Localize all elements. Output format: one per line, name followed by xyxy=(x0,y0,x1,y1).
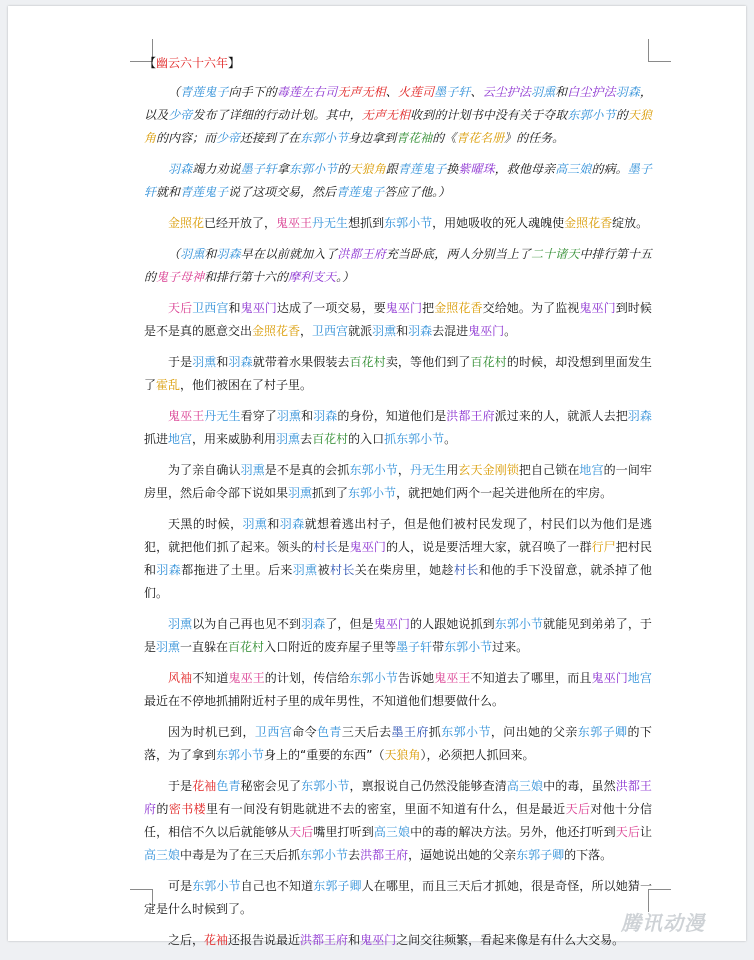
highlighted-term: 羽熏 xyxy=(288,486,313,500)
highlighted-term: 墨子轩 xyxy=(144,162,652,199)
body-paragraph xyxy=(144,775,652,867)
highlighted-term: 墨王府 xyxy=(391,725,429,739)
body-paragraph xyxy=(144,351,652,397)
text-run: 命令 xyxy=(292,725,318,739)
highlighted-term: 鬼巫门 xyxy=(349,540,386,554)
highlighted-term: 鬼巫门 xyxy=(385,301,423,315)
text-run: 已经开放了， xyxy=(204,216,277,230)
text-run: 到时候是不是真的愿意交出 xyxy=(144,301,652,338)
highlighted-term: 金照花 xyxy=(168,216,205,230)
highlighted-term: 无声无相 xyxy=(337,85,386,99)
highlighted-term: 天后 xyxy=(168,301,193,315)
text-run: 和他的手下没留意，就杀掉了他们。 xyxy=(144,563,652,600)
watermark-logo: 腾讯动漫 xyxy=(621,911,705,935)
highlighted-term: 羽森 xyxy=(228,355,253,369)
highlighted-term: 墨子轩 xyxy=(434,85,471,99)
highlighted-term: 色青 xyxy=(317,725,342,739)
highlighted-term: 村长 xyxy=(313,540,338,554)
body-paragraph xyxy=(144,297,652,343)
text-run: 三天后去 xyxy=(341,725,392,739)
highlighted-term: 鬼巫门 xyxy=(468,324,505,338)
highlighted-term: 白尘护法 xyxy=(567,85,616,99)
body-paragraph xyxy=(144,875,652,921)
text-run: 身上的“重要的东西”（ xyxy=(264,748,385,762)
highlighted-term: 百花村 xyxy=(470,355,507,369)
highlighted-term: 紫曜珠 xyxy=(458,162,495,176)
highlighted-term: 东郭小节 xyxy=(192,879,241,893)
text-run: 和 xyxy=(348,933,361,947)
highlighted-term: 花袖 xyxy=(204,933,229,947)
highlighted-term: 羽森 xyxy=(313,409,338,423)
highlighted-term: 无声无相 xyxy=(361,108,411,122)
highlighted-term: 色青 xyxy=(216,779,241,793)
text-run: 中排行第十五的 xyxy=(144,247,652,284)
text-run: 还接到了在 xyxy=(240,131,301,145)
highlighted-term: 高三娘 xyxy=(373,825,411,839)
text-run: 想抓到 xyxy=(348,216,385,230)
text-run: 用 xyxy=(446,463,459,477)
text-run: 和排行第十六的 xyxy=(204,270,289,284)
highlighted-term: 墨子轩 xyxy=(240,162,277,176)
highlighted-term: 二十诸天 xyxy=(531,247,580,261)
highlighted-term: 羽森 xyxy=(408,324,433,338)
chapter-title-text: 幽云六十六年 xyxy=(156,56,229,70)
highlighted-term: 羽森 xyxy=(627,409,652,423)
text-run: 把 xyxy=(422,301,435,315)
text-run: 最近在不停地抓捕附近村子里的成年男性，不知道他们想要做什么。 xyxy=(144,694,505,708)
text-run: 是 xyxy=(337,540,350,554)
highlighted-term: 羽森 xyxy=(279,517,305,531)
text-run: 发布了详细的行动计划。其中， xyxy=(192,108,362,122)
highlighted-term: 东郭子卿 xyxy=(516,848,565,862)
text-run: 跟 xyxy=(385,162,398,176)
text-run: 收到的计划书中没有关于夺取 xyxy=(410,108,568,122)
text-run: 绽放。 xyxy=(612,216,649,230)
text-run: （ xyxy=(168,247,181,261)
text-run: ，救他母亲 xyxy=(494,162,556,176)
highlighted-term: 百花村 xyxy=(312,432,349,446)
highlighted-term: 鬼巫王 xyxy=(228,671,265,685)
text-run: 去 xyxy=(348,848,361,862)
highlighted-term: 东郭小节 xyxy=(494,617,544,631)
text-run: 之间交往频繁，看起来像是有什么大交易。 xyxy=(396,933,625,947)
text-run: ），必须把人抓回来。 xyxy=(420,748,535,762)
text-run: 的入口 xyxy=(348,432,385,446)
text-run: 是不是真的会抓 xyxy=(264,463,350,477)
highlighted-term: 鬼巫门 xyxy=(240,301,277,315)
highlighted-term: 天后 xyxy=(565,802,591,816)
highlighted-term: 羽森 xyxy=(301,617,326,631)
highlighted-term: 羽熏 xyxy=(156,640,181,654)
text-run: 人在哪里，而且三天后才抓她，很是奇怪，所以她猜一定是什么时候到了。 xyxy=(144,879,652,916)
text-run: ，就把她们两个一起关进他所在的牢房。 xyxy=(396,486,613,500)
text-run: 答应了他。） xyxy=(384,185,451,199)
highlighted-term: 羽森 xyxy=(615,85,640,99)
text-run: 对他十分信任，相信不久以后就能够从 xyxy=(144,802,652,839)
highlighted-term: 羽森 xyxy=(216,247,241,261)
text-run: ，用来威胁利用 xyxy=(192,432,277,446)
highlighted-term: 羽熏 xyxy=(292,563,318,577)
text-run: 中毒是为了在三天后抓 xyxy=(180,848,301,862)
text-run: 就派 xyxy=(348,324,373,338)
document-page xyxy=(8,6,746,947)
text-run: ，逼她说出她的父亲 xyxy=(408,848,517,862)
highlighted-term: 鬼子母神 xyxy=(156,270,205,284)
highlighted-term: 羽熏 xyxy=(276,432,301,446)
text-run: 不知道 xyxy=(192,671,229,685)
text-run: 中的毒的解决方法。另外，他还打听到 xyxy=(410,825,616,839)
highlighted-term: 地宫 xyxy=(168,432,193,446)
highlighted-term: 花袖 xyxy=(192,779,217,793)
highlighted-term: 羽熏 xyxy=(276,409,302,423)
text-run: 竭力劝说 xyxy=(192,162,241,176)
text-run: 可是 xyxy=(168,879,193,893)
text-run: 交给她。为了监视 xyxy=(482,301,580,315)
highlighted-term: 东郭小节 xyxy=(300,131,349,145)
text-run: ，禀报说自己仍然没能够查清 xyxy=(349,779,507,793)
text-run: ，以及 xyxy=(144,85,652,122)
highlighted-term: 洪都王府 xyxy=(300,933,349,947)
text-run: 就带着水果假装去 xyxy=(252,355,350,369)
highlighted-term: 高三娘 xyxy=(144,848,181,862)
highlighted-term: 毒莲左右司 xyxy=(276,85,338,99)
text-run: 。 xyxy=(444,432,457,446)
highlighted-term: 天狼角 xyxy=(144,108,652,145)
highlighted-term: 百花村 xyxy=(349,355,386,369)
highlighted-term: 地宫 xyxy=(627,671,652,685)
highlighted-term: 东郭小节 xyxy=(349,463,398,477)
highlighted-term: 洪都王府 xyxy=(144,779,652,816)
highlighted-term: 东郭小节 xyxy=(384,216,433,230)
text-run: 就想着逃出村子，但是他们被村民发现了，村民们以为他们是逃犯，就把他们抓了起来。领头的 xyxy=(144,517,652,554)
text-run: 卖，等他们到了 xyxy=(385,355,471,369)
highlighted-term: 玄天金刚锁 xyxy=(458,463,519,477)
highlighted-term: 青莲鬼子 xyxy=(397,162,447,176)
highlighted-term: 羽熏 xyxy=(240,463,265,477)
text-run: 派过来的人，就派人去把 xyxy=(494,409,628,423)
text-run: 告诉她 xyxy=(397,671,435,685)
highlighted-term: 天狼角 xyxy=(384,748,421,762)
text-run: 过来。 xyxy=(492,640,529,654)
highlighted-term: 青莲鬼子 xyxy=(180,85,229,99)
text-run: 不知道去了哪里，而且 xyxy=(470,671,592,685)
highlighted-term: 金照花香 xyxy=(434,301,483,315)
text-run: 和 xyxy=(204,247,217,261)
text-run: 向手下的 xyxy=(228,85,277,99)
body-paragraph xyxy=(144,667,652,713)
text-run: 和 xyxy=(396,324,409,338)
highlighted-term: 行尸 xyxy=(591,540,616,554)
text-run: 。） xyxy=(336,270,355,284)
text-run: 的 xyxy=(156,802,169,816)
highlighted-term: 鬼巫门 xyxy=(373,617,411,631)
highlighted-term: 摩利支天 xyxy=(288,270,337,284)
body-paragraph xyxy=(144,405,652,451)
text-run: 去 xyxy=(300,432,313,446)
highlighted-term: 密书楼 xyxy=(168,802,207,816)
highlighted-term: 风袖 xyxy=(168,671,193,685)
highlighted-term: 鬼巫王 xyxy=(276,216,313,230)
highlighted-term: 丹无生 xyxy=(312,216,349,230)
body-paragraph xyxy=(144,721,652,767)
highlighted-term: 洪都王府 xyxy=(446,409,495,423)
text-run: 以为自己再也见不到 xyxy=(192,617,302,631)
text-run: ，他们被困在了村子里。 xyxy=(180,378,313,392)
highlighted-term: 东郭小节 xyxy=(444,640,493,654)
aside-paragraph xyxy=(144,81,652,150)
highlighted-term: 鬼巫门 xyxy=(591,671,628,685)
highlighted-term: 鬼巫门 xyxy=(360,933,397,947)
text-run: 就能见到弟弟了，于是 xyxy=(144,617,652,654)
text-run: 中的毒，虽然 xyxy=(543,779,616,793)
text-run: 的 xyxy=(337,162,350,176)
body-paragraph xyxy=(144,513,652,605)
text-run: 的计划，传信给 xyxy=(264,671,350,685)
document-body xyxy=(144,52,652,960)
highlighted-term: 金照花香 xyxy=(252,324,301,338)
text-run: 天黑的时候， xyxy=(168,517,243,531)
highlighted-term: 东郭小节 xyxy=(349,671,398,685)
text-run: 早在以前就加入了 xyxy=(240,247,338,261)
highlighted-term: 少帝 xyxy=(168,108,193,122)
text-run: 换 xyxy=(446,162,459,176)
highlighted-term: 羽森 xyxy=(168,162,193,176)
highlighted-term: 羽熏 xyxy=(242,517,268,531)
highlighted-term: 少帝 xyxy=(216,131,241,145)
text-run: 、 xyxy=(385,85,398,99)
highlighted-term: 卫西宫 xyxy=(312,324,349,338)
highlighted-term: 东郭小节 xyxy=(348,486,397,500)
text-run: 带 xyxy=(432,640,445,654)
highlighted-term: 东郭小节 xyxy=(300,848,349,862)
text-run: 因为时机已到， xyxy=(168,725,255,739)
highlighted-term: 天后 xyxy=(615,825,640,839)
highlighted-term: 洪都王府 xyxy=(337,247,386,261)
text-run: 和 xyxy=(267,517,280,531)
body-paragraph xyxy=(144,459,652,505)
highlighted-term: 青花名册 xyxy=(456,131,505,145)
highlighted-term: 东郭小节 xyxy=(567,108,616,122)
text-run: 抓 xyxy=(428,725,442,739)
text-run: 说了这项交易，然后 xyxy=(228,185,337,199)
text-run: 》的任务。 xyxy=(504,131,565,145)
text-run: 关在柴房里，她趁 xyxy=(354,563,454,577)
highlighted-term: 地宫 xyxy=(579,463,604,477)
text-run: 和 xyxy=(216,355,229,369)
highlighted-term: 东郭子卿 xyxy=(313,879,362,893)
text-run: （ xyxy=(168,85,181,99)
text-run: 的一间牢房里，然后命令部下说如果 xyxy=(144,463,652,500)
text-run: 自己也不知道 xyxy=(240,879,314,893)
text-run: 的内容；而 xyxy=(156,131,217,145)
highlighted-term: 村长 xyxy=(329,563,355,577)
highlighted-term: 村长 xyxy=(453,563,479,577)
highlighted-term: 金照花香 xyxy=(564,216,613,230)
highlighted-term: 东郭小节 xyxy=(289,162,338,176)
highlighted-term: 羽熏 xyxy=(168,617,193,631)
highlighted-term: 羽熏 xyxy=(192,355,217,369)
text-run: 入口附近的废弃屋子里等 xyxy=(264,640,397,654)
aside-paragraph xyxy=(144,243,652,289)
text-run: 和 xyxy=(228,301,241,315)
text-run: 让 xyxy=(639,825,652,839)
text-run: ， xyxy=(397,463,411,477)
text-run: 的人跟她说抓到 xyxy=(410,617,495,631)
highlighted-term: 高三娘 xyxy=(555,162,592,176)
text-run: 身边拿到 xyxy=(348,131,397,145)
text-run: 的身份，知道他们是 xyxy=(337,409,447,423)
text-run: 于是 xyxy=(168,779,193,793)
highlighted-term: 东郭小节 xyxy=(216,748,265,762)
text-run: 达成了一项交易，要 xyxy=(276,301,386,315)
text-run: 的时候，却没想到里面发生了 xyxy=(144,355,652,392)
highlighted-term: 青莲鬼子 xyxy=(180,185,229,199)
text-run: 的下落。 xyxy=(564,848,613,862)
highlighted-term: 鬼巫门 xyxy=(579,301,616,315)
highlighted-term: 百花村 xyxy=(228,640,265,654)
highlighted-term: 墨子轩 xyxy=(396,640,433,654)
text-run: 拿 xyxy=(276,162,289,176)
aside-paragraph xyxy=(144,158,652,204)
text-run: ，问出她的父亲 xyxy=(490,725,578,739)
highlighted-term: 抓东郭小节 xyxy=(384,432,445,446)
highlighted-term: 青莲鬼子 xyxy=(336,185,385,199)
text-run: ，用她吸收的死人魂魄使 xyxy=(432,216,565,230)
highlighted-term: 洪都王府 xyxy=(360,848,409,862)
text-run: 之后， xyxy=(168,933,205,947)
text-run: 为了亲自确认 xyxy=(168,463,241,477)
text-run: 了，但是 xyxy=(325,617,374,631)
text-run: 秘密会见了 xyxy=(240,779,302,793)
text-run: 把自己锁在 xyxy=(518,463,580,477)
highlighted-term: 东郭小节 xyxy=(301,779,350,793)
text-run: 充当卧底，两人分别当上了 xyxy=(385,247,532,261)
text-run: 一直躲在 xyxy=(180,640,229,654)
text-run: ， xyxy=(300,324,313,338)
text-run: 的下落，为了拿到 xyxy=(144,725,652,762)
highlighted-term: 东郭子卿 xyxy=(577,725,628,739)
text-run: 的《 xyxy=(432,131,457,145)
highlighted-term: 卫西宫 xyxy=(192,301,229,315)
highlighted-term: 羽熏 xyxy=(180,247,205,261)
text-run: 里有一间没有钥匙就进不去的密室，里面不知道有什么，但是最近 xyxy=(206,802,566,816)
highlighted-term: 鬼巫王 xyxy=(434,671,471,685)
highlighted-term: 丹无生 xyxy=(204,409,241,423)
text-run: 被 xyxy=(317,563,330,577)
chapter-title: 【幽云六十六年】 xyxy=(144,56,241,70)
text-run: 还报告说最近 xyxy=(228,933,301,947)
text-run: 。 xyxy=(504,324,517,338)
highlighted-term: 霍乱 xyxy=(156,378,181,392)
text-run: 于是 xyxy=(168,355,193,369)
highlighted-term: 青花袖 xyxy=(396,131,433,145)
highlighted-term: 羽熏 xyxy=(530,85,556,99)
text-run: 就和 xyxy=(156,185,181,199)
text-run: 和 xyxy=(555,85,568,99)
highlighted-term: 羽森 xyxy=(156,563,182,577)
text-run: 嘴里打听到 xyxy=(313,825,374,839)
highlighted-term: 云尘护法 xyxy=(482,85,531,99)
text-run: 去混进 xyxy=(432,324,469,338)
text-run: 的人，说是要活埋大家，就召唤了一群 xyxy=(385,540,592,554)
paragraph-list xyxy=(144,81,652,952)
body-paragraph xyxy=(144,613,652,659)
highlighted-term: 东郭小节 xyxy=(441,725,491,739)
text-run: 都拖进了土里。后来 xyxy=(181,563,293,577)
highlighted-term: 高三娘 xyxy=(506,779,544,793)
text-run: 把村民和 xyxy=(144,540,652,577)
text-run: 、 xyxy=(470,85,483,99)
text-run: 抓到了 xyxy=(312,486,349,500)
body-paragraph xyxy=(144,212,652,235)
text-run: 和 xyxy=(301,409,314,423)
highlighted-term: 卫西宫 xyxy=(254,725,293,739)
highlighted-term: 丹无生 xyxy=(410,463,447,477)
text-run: 的 xyxy=(615,108,628,122)
highlighted-term: 火莲司 xyxy=(397,85,435,99)
text-run: 抓进 xyxy=(144,432,169,446)
highlighted-term: 羽熏 xyxy=(372,324,397,338)
text-run: 看穿了 xyxy=(240,409,277,423)
highlighted-term: 天狼角 xyxy=(349,162,386,176)
text-run: 的病。 xyxy=(591,162,628,176)
highlighted-term: 鬼巫王 xyxy=(168,409,205,423)
highlighted-term: 天后 xyxy=(289,825,314,839)
